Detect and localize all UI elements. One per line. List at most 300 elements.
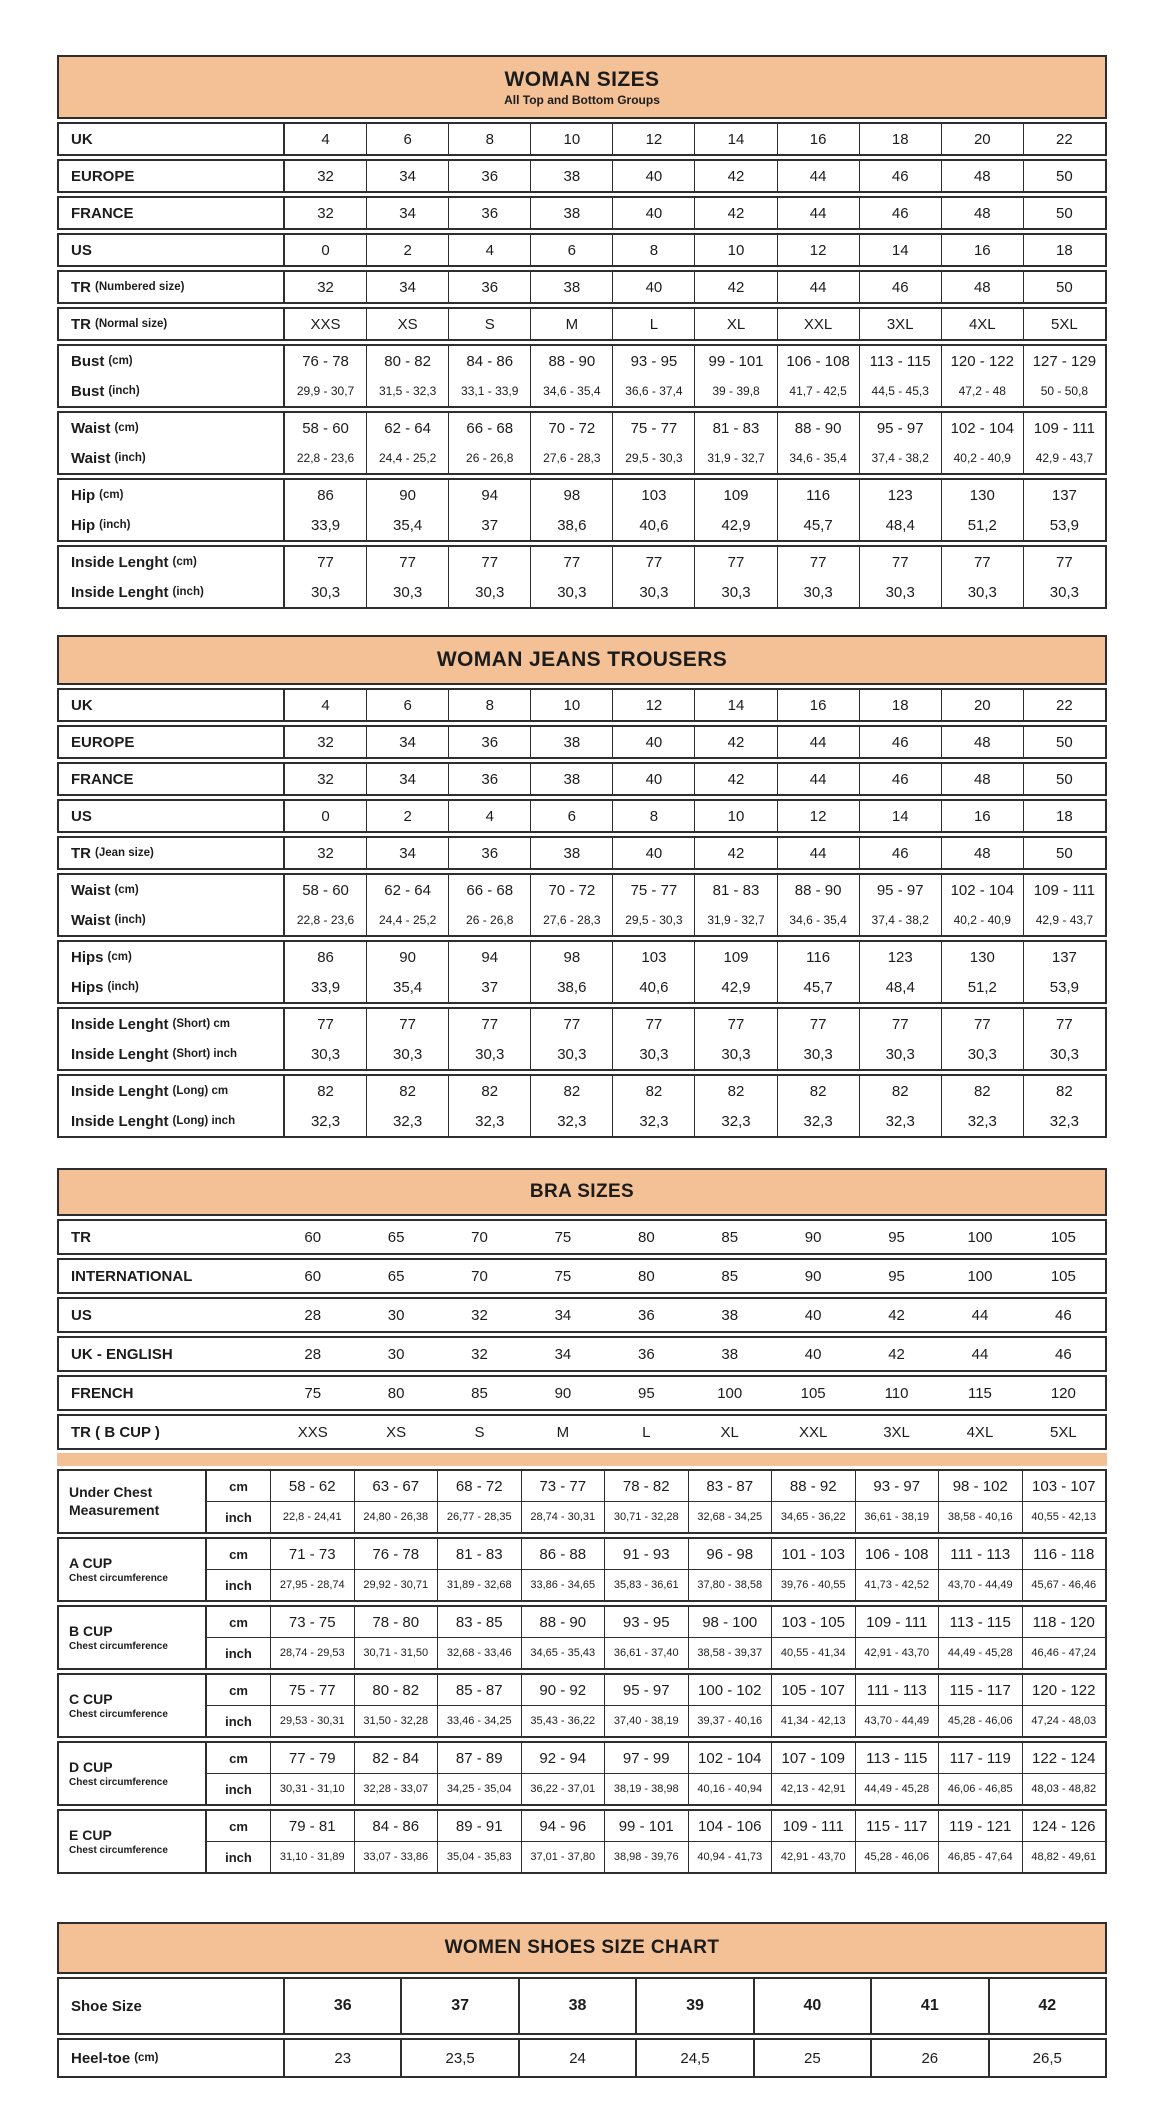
table-cell: 36 (448, 838, 530, 868)
row-label (59, 1743, 207, 1804)
table-cell: 12 (777, 235, 859, 265)
table-cell: 29,5 - 30,3 (612, 443, 694, 473)
table-cell: 77 (859, 1009, 941, 1039)
table-cell: 62 - 64 (366, 875, 448, 905)
table-cell: 32,3 (941, 1106, 1023, 1136)
separator-band (57, 1453, 1107, 1466)
row-label-text: Hip (71, 516, 96, 534)
table-cell: 48 (941, 764, 1023, 794)
table-cell: 36 (448, 198, 530, 228)
table-cell: 47,2 - 48 (941, 376, 1023, 406)
row-group (57, 478, 1107, 542)
table-cell: 30,3 (941, 1039, 1023, 1069)
table-cell: 68 - 72 (437, 1471, 521, 1501)
row-label-text: Heel-toe (71, 2049, 131, 2067)
table-row (207, 1841, 1105, 1872)
table-cell: 0 (321, 241, 330, 259)
table-cell: 45,7 (777, 510, 859, 540)
table-cell: 37,4 - 38,2 (859, 443, 941, 473)
table-cell: 50 - 50,8 (1023, 376, 1105, 406)
table-cell: 83 - 85 (437, 1607, 521, 1637)
table-cell: 42,9 (694, 972, 776, 1002)
table-cell: 4XL (966, 1423, 994, 1441)
row-label-text: Inside Lenght (71, 553, 169, 571)
table-cell: 51,2 (941, 972, 1023, 1002)
row-label-note: (inch) (99, 519, 131, 531)
table-cell: 58 - 60 (302, 419, 349, 437)
table-row (59, 838, 1105, 868)
table-cell: 35,43 - 36,22 (521, 1706, 605, 1736)
table-cell: 70 - 72 (530, 413, 612, 443)
row-label (59, 764, 285, 794)
table-cell: 4 (448, 235, 530, 265)
table-cell: 20 (941, 124, 1023, 154)
table-cell: 22 (1023, 124, 1105, 154)
table-cell: 39 (635, 1979, 752, 2033)
row-label (59, 413, 285, 443)
table-cell: 62 - 64 (366, 413, 448, 443)
row-label-text: Bust (71, 352, 105, 370)
table-cell: 109 - 111 (1023, 413, 1105, 443)
table-cell: 6 (366, 124, 448, 154)
table-cell: 6 (366, 690, 448, 720)
table-cell: 99 - 101 (604, 1811, 688, 1841)
table-cell: 42 (888, 1345, 905, 1363)
table-row (59, 972, 1105, 1002)
table-row (207, 1569, 1105, 1600)
table-cell: 30,3 (366, 577, 448, 607)
row-label-text: Waist (71, 881, 111, 899)
table-cell: 58 - 60 (302, 881, 349, 899)
row-group (57, 1469, 1107, 1534)
row-group-values (207, 1607, 1105, 1668)
table-cell: 38 (721, 1345, 739, 1363)
table-cell: 18 (1023, 801, 1105, 831)
table-cell: 87 - 89 (437, 1743, 521, 1773)
table-cell: 100 (717, 1384, 743, 1402)
table-cell: 30,3 (694, 577, 776, 607)
row-label-text: FRANCE (71, 204, 134, 222)
table-cell: 90 (804, 1228, 822, 1246)
table-cell: 46,06 - 46,85 (938, 1774, 1022, 1804)
table-cell: 14 (694, 690, 776, 720)
table-cell: 82 (448, 1076, 530, 1106)
row-group (57, 1605, 1107, 1670)
table-cell: 36 (448, 272, 530, 302)
row-label-line: Chest circumference (69, 1573, 168, 1585)
table-cell: M (530, 309, 612, 339)
table-cell: 48 (941, 198, 1023, 228)
table-cell: 46 (1055, 1345, 1072, 1363)
table-cell: 102 - 104 (941, 875, 1023, 905)
table-cell: 32 (317, 278, 334, 296)
row-group (57, 940, 1107, 1004)
row-label (59, 1299, 271, 1331)
table-cell: 77 (366, 1009, 448, 1039)
table-cell: 4XL (941, 309, 1023, 339)
table-cell: 85 (471, 1384, 488, 1402)
row-label-text: Waist (71, 419, 111, 437)
table-cell: 30,3 (530, 1039, 612, 1069)
row-group (57, 725, 1107, 759)
table-cell: 40,2 - 40,9 (941, 443, 1023, 473)
row-label-note: (Short) cm (172, 1018, 230, 1030)
table-cell: 38 (518, 1979, 635, 2033)
table-row (207, 1675, 1105, 1705)
table-cell: 10 (530, 124, 612, 154)
row-group (57, 344, 1107, 408)
table-cell: 36,61 - 38,19 (855, 1502, 939, 1532)
table-cell: 42 (694, 838, 776, 868)
row-label-text: US (71, 1306, 92, 1324)
table-cell: 66 - 68 (448, 875, 530, 905)
table-cell: 105 (1050, 1228, 1076, 1246)
row-group-values (207, 1743, 1105, 1804)
table-cell: 105 (1050, 1267, 1076, 1285)
table-cell: 109 - 111 (1023, 875, 1105, 905)
table-cell: 28,74 - 30,31 (521, 1502, 605, 1532)
row-label-text: TR (71, 844, 91, 862)
table-cell: 34,6 - 35,4 (777, 443, 859, 473)
table-cell: 44,5 - 45,3 (859, 376, 941, 406)
row-group (57, 270, 1107, 304)
table-row (59, 161, 1105, 191)
table-cell: 105 (800, 1384, 826, 1402)
table-cell: 120 - 122 (1022, 1675, 1106, 1705)
row-label-note: (cm) (99, 489, 124, 501)
row-label-note: (Long) inch (172, 1115, 236, 1127)
table-cell: 32,3 (310, 1112, 341, 1130)
table-cell: 32,3 (777, 1106, 859, 1136)
table-cell: 32 (317, 204, 334, 222)
table-cell: 58 - 62 (288, 1477, 336, 1495)
table-cell: 86 - 88 (521, 1539, 605, 1569)
unit-cell: cm (207, 1743, 271, 1773)
table-cell: 26 - 26,8 (448, 443, 530, 473)
table-cell: 22 (1023, 690, 1105, 720)
table-cell: 36 (637, 1306, 655, 1324)
row-label (59, 1338, 271, 1370)
table-cell: 18 (1023, 235, 1105, 265)
row-group (57, 799, 1107, 833)
table-cell: 82 (317, 1082, 334, 1100)
table-cell: 30,3 (1023, 1039, 1105, 1069)
table-cell: 30,3 (448, 1039, 530, 1069)
row-label (59, 272, 285, 302)
row-label (59, 1607, 207, 1668)
row-group (57, 1537, 1107, 1602)
table-cell: 130 (941, 942, 1023, 972)
table-cell: 120 (1050, 1384, 1076, 1402)
row-label (59, 972, 285, 1002)
table-cell: XL (720, 1423, 739, 1441)
table-cell: 36,22 - 37,01 (521, 1774, 605, 1804)
table-cell: 89 - 91 (437, 1811, 521, 1841)
row-label (59, 1106, 285, 1136)
table-row (59, 1076, 1105, 1106)
row-group (57, 1007, 1107, 1071)
table-cell: 75 (304, 1384, 322, 1402)
table-cell: 41,7 - 42,5 (777, 376, 859, 406)
row-label (59, 727, 285, 757)
table-cell: 38,98 - 39,76 (604, 1842, 688, 1872)
table-cell: 65 (387, 1267, 405, 1285)
table-cell: 30,3 (366, 1039, 448, 1069)
table-cell: 40,6 (612, 510, 694, 540)
row-label-text: Shoe Size (71, 1997, 142, 2015)
row-group-values (207, 1539, 1105, 1600)
table-cell: 25 (753, 2040, 870, 2076)
table-cell: 32 (471, 1345, 488, 1363)
table-cell: 34 (366, 838, 448, 868)
table-cell: 22,8 - 23,6 (296, 913, 355, 927)
table-cell: 110 (884, 1384, 909, 1402)
table-row (59, 1416, 1105, 1448)
table-cell: 103 - 105 (771, 1607, 855, 1637)
row-group (57, 545, 1107, 609)
table-cell: 30,3 (777, 577, 859, 607)
table-cell: 90 (366, 480, 448, 510)
table-title: WOMEN SHOES SIZE CHART (444, 1937, 720, 1958)
table-cell: 48 (941, 161, 1023, 191)
table-cell: 12 (612, 124, 694, 154)
woman-jeans-trousers-table (57, 635, 1107, 1138)
table-cell: 42,91 - 43,70 (771, 1842, 855, 1872)
table-cell: 77 (448, 547, 530, 577)
table-cell: 42 (888, 1306, 905, 1324)
table-cell: 38 (721, 1306, 739, 1324)
row-label (59, 124, 285, 154)
table-cell: 37 (448, 972, 530, 1002)
table-row (59, 1979, 1105, 2033)
row-group (57, 1336, 1107, 1372)
table-cell: 90 - 92 (521, 1675, 605, 1705)
table-cell: 44 (971, 1345, 989, 1363)
table-cell: 35,83 - 36,61 (604, 1570, 688, 1600)
table-cell: 84 - 86 (448, 346, 530, 376)
table-cell: 16 (777, 690, 859, 720)
table-cell: 35,4 (366, 510, 448, 540)
table-cell: 23 (334, 2049, 352, 2067)
table-cell: XXL (777, 309, 859, 339)
table-cell: 32,28 - 33,07 (354, 1774, 438, 1804)
table-cell: 6 (530, 235, 612, 265)
table-cell: 4 (448, 801, 530, 831)
table-cell: XXS (297, 1423, 328, 1441)
row-group-values (207, 1811, 1105, 1872)
table-cell: 29,53 - 30,31 (279, 1715, 345, 1727)
table-cell: 30,3 (448, 577, 530, 607)
table-cell: 118 - 120 (1022, 1607, 1106, 1637)
table-row (59, 801, 1105, 831)
row-label-text: US (71, 807, 92, 825)
table-cell: 40,2 - 40,9 (941, 905, 1023, 935)
table-cell: 111 - 113 (855, 1675, 939, 1705)
table-cell: 75 (554, 1267, 572, 1285)
row-label-text: UK - ENGLISH (71, 1345, 173, 1363)
table-row (207, 1743, 1105, 1773)
table-cell: 32,3 (366, 1106, 448, 1136)
table-cell: 85 (721, 1228, 739, 1246)
table-cell: 26,77 - 28,35 (437, 1502, 521, 1532)
table-cell: 43,70 - 44,49 (938, 1570, 1022, 1600)
row-label-text: Inside Lenght (71, 1045, 169, 1063)
row-label (59, 690, 285, 720)
table-cell: 77 (530, 547, 612, 577)
table-cell: 115 - 117 (855, 1811, 939, 1841)
table-row (59, 905, 1105, 935)
table-cell: 24,5 (635, 2040, 752, 2076)
table-cell: 95 - 97 (859, 875, 941, 905)
table-row (59, 510, 1105, 540)
table-cell: XS (386, 1423, 407, 1441)
table-cell: 32,68 - 34,25 (688, 1502, 772, 1532)
table-cell: 48,4 (859, 510, 941, 540)
table-cell: 77 (941, 547, 1023, 577)
table-cell: 116 (777, 480, 859, 510)
table-header (57, 1922, 1107, 1974)
row-label (59, 510, 285, 540)
table-cell: 95 (888, 1228, 905, 1246)
row-label-text: TR (71, 315, 91, 333)
table-cell: 80 - 82 (354, 1675, 438, 1705)
table-cell: 38 (530, 838, 612, 868)
table-cell: 33,9 (310, 978, 341, 996)
row-label (59, 1260, 271, 1292)
row-label-text: TR (71, 278, 91, 296)
row-group (57, 1673, 1107, 1738)
table-cell: 37,40 - 38,19 (604, 1706, 688, 1736)
row-group (57, 411, 1107, 475)
row-label (59, 376, 285, 406)
table-cell: 76 - 78 (354, 1539, 438, 1569)
table-cell: 98 - 100 (688, 1607, 772, 1637)
table-cell: 82 (859, 1076, 941, 1106)
table-cell: 30,3 (612, 577, 694, 607)
table-row (207, 1501, 1105, 1532)
row-label (59, 1377, 271, 1409)
row-group (57, 1219, 1107, 1255)
table-row (59, 198, 1105, 228)
table-cell: 137 (1023, 942, 1105, 972)
row-label-line: Under Chest (69, 1484, 153, 1500)
table-cell: 78 - 82 (604, 1471, 688, 1501)
table-cell: 82 - 84 (354, 1743, 438, 1773)
table-cell: 109 - 111 (855, 1607, 939, 1637)
table-cell: 94 (448, 942, 530, 972)
table-cell: 32 (471, 1306, 488, 1324)
row-label (59, 2040, 285, 2076)
table-cell: 8 (448, 690, 530, 720)
table-cell: 75 - 77 (612, 875, 694, 905)
table-cell: 23,5 (400, 2040, 517, 2076)
table-cell: 34,6 - 35,4 (777, 905, 859, 935)
row-label-text: EUROPE (71, 733, 135, 751)
table-cell: 46 (859, 161, 941, 191)
table-cell: 36 (448, 727, 530, 757)
table-cell: 30,3 (310, 583, 341, 601)
table-cell: 81 - 83 (694, 875, 776, 905)
table-cell: 30,3 (859, 577, 941, 607)
table-cell: 34 (366, 764, 448, 794)
row-label-line: Chest circumference (69, 1641, 168, 1653)
table-cell: 117 - 119 (938, 1743, 1022, 1773)
table-cell: 40,55 - 42,13 (1022, 1502, 1106, 1532)
table-cell: 45,28 - 46,06 (855, 1842, 939, 1872)
table-cell: 44 (777, 272, 859, 302)
table-cell: 53,9 (1023, 972, 1105, 1002)
row-group (57, 233, 1107, 267)
table-cell: 95 (888, 1267, 905, 1285)
row-label-text: Hips (71, 948, 104, 966)
table-cell: 48 (941, 272, 1023, 302)
table-cell: 80 (387, 1384, 405, 1402)
table-cell: 100 (967, 1267, 993, 1285)
table-row (59, 1039, 1105, 1069)
table-cell: 82 (530, 1076, 612, 1106)
table-cell: 41,34 - 42,13 (771, 1706, 855, 1736)
table-row (59, 1260, 1105, 1292)
table-cell: XXS (310, 315, 341, 333)
row-label-text: INTERNATIONAL (71, 1267, 193, 1285)
row-label (59, 875, 285, 905)
row-label-text: Bust (71, 382, 105, 400)
table-cell: 42 (694, 764, 776, 794)
row-group (57, 2038, 1107, 2078)
table-cell: 32,3 (612, 1106, 694, 1136)
table-cell: 113 - 115 (938, 1607, 1022, 1637)
table-cell: 124 - 126 (1022, 1811, 1106, 1841)
table-cell: 22,8 - 23,6 (296, 451, 355, 465)
table-cell: 82 (1023, 1076, 1105, 1106)
table-cell: 12 (612, 690, 694, 720)
table-subtitle: All Top and Bottom Groups (504, 92, 660, 107)
table-cell: 3XL (883, 1423, 910, 1441)
row-label (59, 1471, 207, 1532)
table-cell: 29,5 - 30,3 (612, 905, 694, 935)
row-label (59, 198, 285, 228)
unit-cell: cm (207, 1811, 271, 1841)
table-cell: 33,9 (310, 516, 341, 534)
table-cell: 109 - 111 (771, 1811, 855, 1841)
table-cell: 29,9 - 30,7 (296, 384, 355, 398)
table-header (57, 1168, 1107, 1216)
table-cell: 5XL (1023, 309, 1105, 339)
table-header (57, 55, 1107, 119)
table-cell: 34 (366, 161, 448, 191)
row-label-text: Waist (71, 449, 111, 467)
table-cell: 48,03 - 48,82 (1022, 1774, 1106, 1804)
table-cell: 70 (471, 1267, 488, 1285)
bra-sizes-table (57, 1168, 1107, 1874)
row-label-note: (Short) inch (172, 1048, 238, 1060)
unit-cell: inch (207, 1774, 271, 1804)
table-cell: 45,67 - 46,46 (1022, 1570, 1106, 1600)
row-label-text: UK (71, 696, 93, 714)
row-label-text: Waist (71, 911, 111, 929)
table-cell: 90 (366, 942, 448, 972)
table-cell: 77 (1023, 547, 1105, 577)
table-cell: 22,8 - 24,41 (282, 1511, 342, 1523)
table-cell: 10 (694, 235, 776, 265)
table-cell: 34 (366, 272, 448, 302)
table-cell: 38 (530, 198, 612, 228)
table-cell: 113 - 115 (855, 1743, 939, 1773)
table-cell: 88 - 90 (777, 875, 859, 905)
table-row (59, 875, 1105, 905)
row-label-note: (inch) (114, 452, 146, 464)
table-row (59, 480, 1105, 510)
